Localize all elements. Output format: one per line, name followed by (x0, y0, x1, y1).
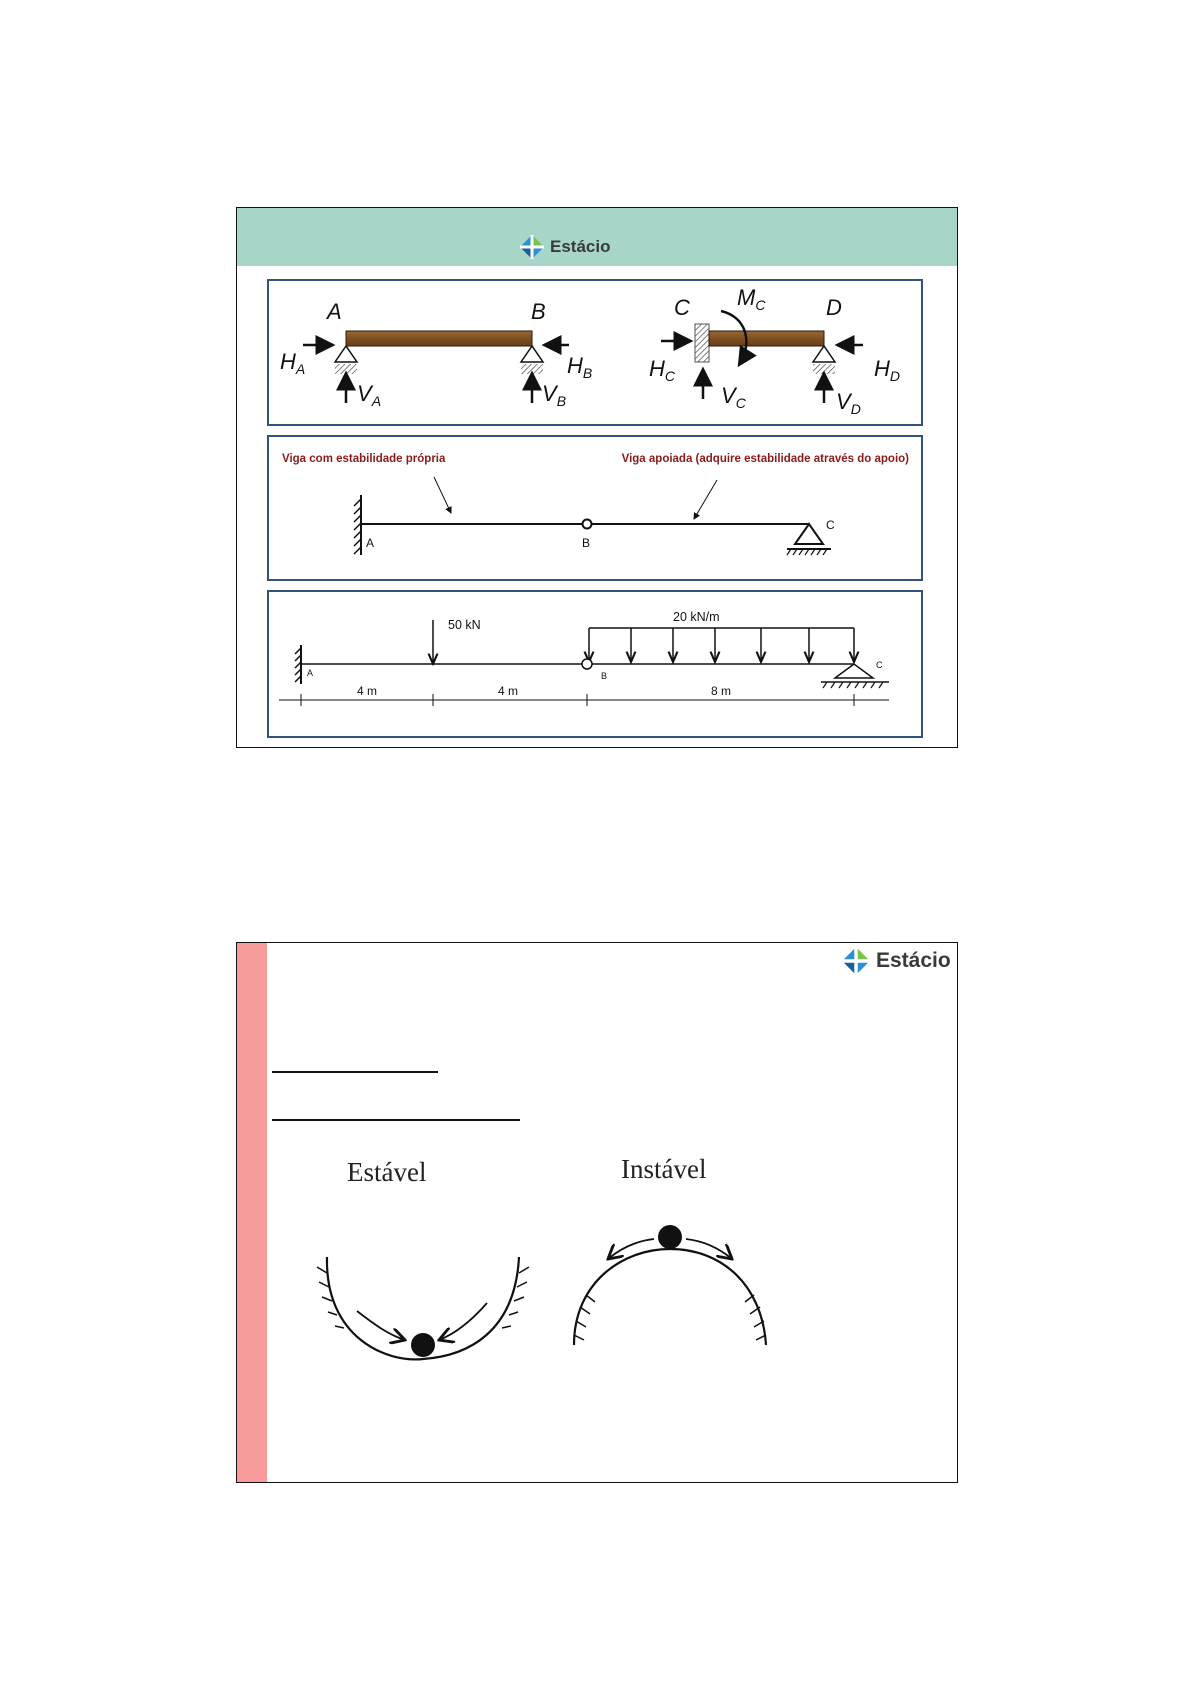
label-mc: $M_C$ (737, 285, 766, 313)
fixed-wall-c (695, 324, 709, 362)
label-d: D (826, 295, 842, 320)
stable-equilibrium-drawing (307, 1243, 537, 1363)
hinge-b (583, 520, 592, 529)
support-b (521, 346, 543, 362)
stability-panel (267, 435, 923, 581)
support-reactions-diagram (269, 281, 920, 423)
note-supported: Viga apoiada (adquire estabilidade através do apoio) (621, 453, 909, 465)
slide-beams (236, 207, 958, 748)
label-vd: $V_D$ (836, 389, 861, 417)
ball (658, 1225, 682, 1249)
estacio-logo-icon (519, 234, 545, 260)
unstable-label: Instável (621, 1154, 707, 1184)
label-hd: $H_D$ (874, 356, 901, 384)
title-underline-2 (272, 1119, 520, 1121)
estacio-logo-icon (841, 946, 871, 976)
label-c: C (674, 295, 690, 320)
note-self-stable: Viga com estabilidade própria (282, 453, 446, 465)
arrow-right-to-center (439, 1303, 487, 1340)
distributed-load-label: 20 kN/m (673, 610, 720, 624)
slide-equilibrium (236, 942, 958, 1483)
label-point-c: C (876, 660, 883, 670)
ball (411, 1333, 435, 1357)
support-d (813, 346, 835, 362)
logo-text: Estácio (550, 237, 611, 256)
label-a: A (327, 299, 342, 324)
dimension-3: 8 m (710, 684, 732, 698)
stable-label: Estável (347, 1157, 427, 1187)
label-point-b: B (601, 671, 608, 681)
support-reactions-panel (267, 279, 923, 426)
valley-hatch-right (502, 1267, 529, 1328)
label-point-b: B (582, 536, 591, 550)
support-a (335, 346, 357, 362)
point-load-label: 50 kN (448, 618, 481, 632)
ground-c-hatch (823, 682, 883, 688)
label-hc: $H_C$ (649, 356, 676, 384)
label-point-a: A (366, 536, 375, 550)
label-point-a: A (307, 668, 314, 678)
label-point-c: C (826, 518, 835, 532)
pointer-supported (694, 480, 717, 519)
distributed-load-arrows (589, 628, 854, 662)
unstable-equilibrium-drawing (562, 1213, 782, 1353)
valley-hatch-left (317, 1267, 344, 1328)
roller-support-c (835, 664, 873, 678)
dimension-2: 4 m (497, 684, 519, 698)
title-underline-1 (272, 1071, 438, 1073)
label-ha: $H_A$ (280, 349, 306, 377)
pointer-self-stable (434, 477, 451, 513)
stability-diagram (269, 437, 920, 578)
dimension-1: 4 m (356, 684, 378, 698)
fixed-support-a-hatch (354, 499, 361, 554)
support-d-ground (813, 364, 835, 374)
label-va: $V_A$ (357, 381, 382, 409)
beam-ab (346, 331, 532, 346)
estacio-logo (519, 234, 610, 260)
support-b-ground (521, 364, 543, 374)
logo-text: Estácio (876, 949, 951, 972)
label-hb: $H_B$ (567, 353, 593, 381)
hinge-b (582, 659, 592, 669)
support-a-ground (335, 364, 357, 374)
label-vb: $V_B$ (542, 381, 567, 409)
label-b: B (531, 299, 546, 324)
loaded-beam-panel (267, 590, 923, 738)
label-vc: $V_C$ (721, 383, 746, 411)
accent-bar (237, 943, 267, 1482)
beam-cd (709, 331, 824, 346)
estacio-logo (841, 946, 951, 976)
hill-curve (574, 1249, 766, 1345)
roller-support-c (795, 524, 823, 544)
arrow-left-to-center (357, 1311, 405, 1340)
loaded-beam-diagram (269, 592, 920, 735)
